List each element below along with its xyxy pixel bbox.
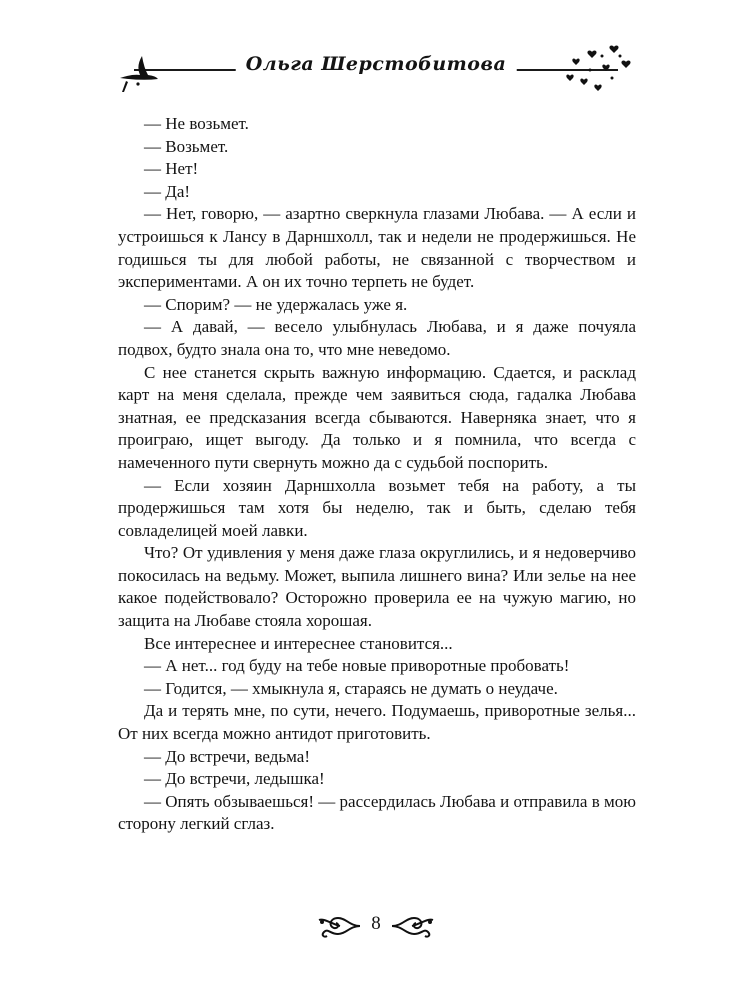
page-footer bbox=[0, 908, 750, 948]
paragraph: — Да! bbox=[144, 181, 191, 201]
paragraph: — А давай, — весело улыбнулась Любава, и я даже почуяла подвох, будто знала она то, что мне неведомо. bbox=[118, 317, 636, 359]
flourish-right-icon bbox=[390, 910, 436, 942]
paragraph: — До встречи, ледышка! bbox=[144, 769, 325, 789]
body-text bbox=[118, 113, 636, 836]
paragraph: — Опять обзываешься! — рассердилась Любава и отправила в мою сторону легкий сглаз. bbox=[118, 791, 636, 834]
paragraph: Что? От удивления у меня даже глаза округлились, и я недоверчиво покосилась на ведьму. Может, выпила лишнего вина? Или зелье на нее какое подействовало? Осторожно проверила ее на чужую магию, но защита на Любаве стояла хорошая. bbox=[118, 543, 636, 631]
paragraph: — Нет, говорю, — азартно сверкнула глазами Любава. — А если и устроишься к Лансу в Дарншхолл, так и недели не продержишься. Не годишься ты для любой работы, не связанной с творчеством и экспериментами. А он их точно терпеть не будет. bbox=[118, 204, 636, 292]
paragraph: — Если хозяин Дарншхолла возьмет тебя на работу, а ты продержишься там хотя бы неделю, так и быть, сделаю тебя совладелицей моей лавки. bbox=[118, 475, 636, 540]
paragraph: — Нет! bbox=[144, 159, 199, 179]
paragraph: Все интереснее и интереснее становится... bbox=[144, 633, 453, 653]
witch-hat-icon bbox=[118, 48, 160, 94]
paragraph: — Годится, — хмыкнула я, стараясь не думать о неудаче. bbox=[144, 678, 558, 698]
hearts-ornament-icon bbox=[562, 40, 634, 100]
paragraph: С нее станется скрыть важную информацию. Сдается, и расклад карт на меня сделала, прежде чем заявиться сюда, гадалка Любава знатная, ее предсказания всегда сбываются. Наверняка знает, что я проиграю, ищет выгоду. Да только и я помнила, что всегда с намеченного пути свернуть можно да с судьбой поспорить. bbox=[118, 362, 636, 472]
paragraph: — А нет... год буду на тебе новые приворотные пробовать! bbox=[144, 656, 570, 676]
paragraph: — Не возьмет. bbox=[144, 114, 249, 133]
author-name: Ольга Шерстобитова bbox=[236, 53, 517, 75]
flourish-left-icon bbox=[316, 910, 362, 942]
page-number: 8 bbox=[371, 913, 381, 934]
paragraph: — Спорим? — не удержалась уже я. bbox=[144, 294, 408, 314]
paragraph: — Возьмет. bbox=[144, 136, 229, 156]
paragraph: Да и терять мне, по сути, нечего. Подумаешь, приворотные зелья... От них всегда можно антидот приготовить. bbox=[118, 701, 636, 744]
page-header bbox=[118, 40, 634, 100]
paragraph: — До встречи, ведьма! bbox=[144, 746, 310, 766]
